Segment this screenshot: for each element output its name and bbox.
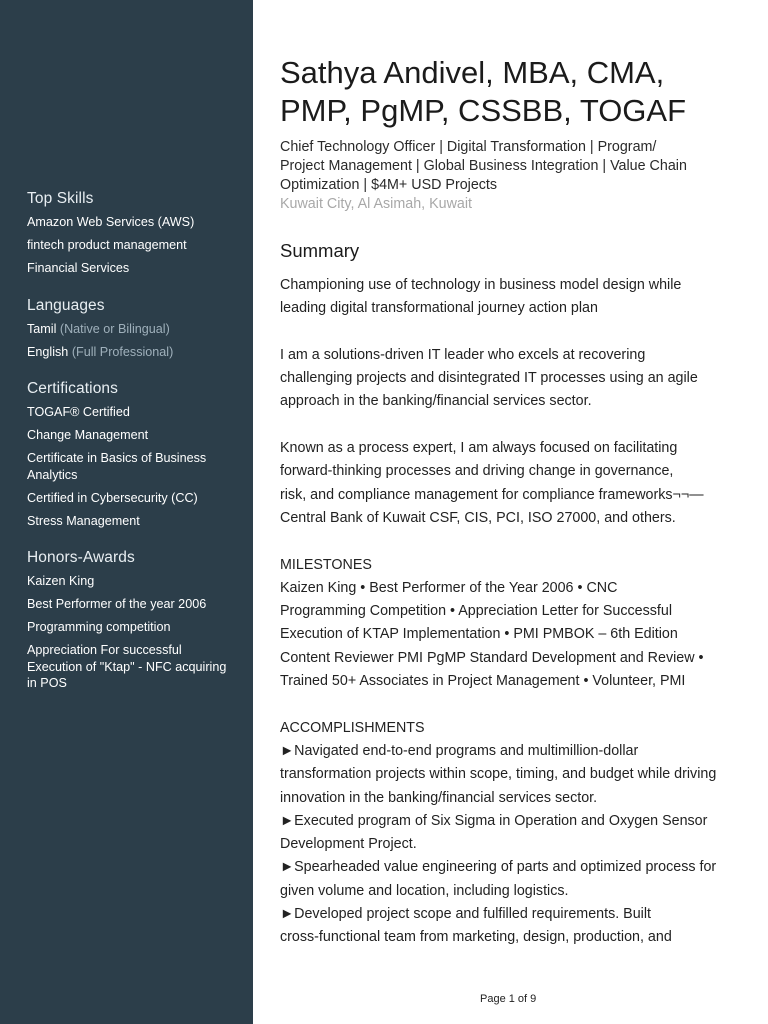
text-line: ►Developed project scope and fulfilled requirements. Built bbox=[280, 906, 651, 923]
summary-heading: Summary bbox=[280, 240, 360, 261]
text-line: Development Project. bbox=[280, 836, 417, 853]
languages-heading: Languages bbox=[27, 296, 105, 314]
language-name: Tamil bbox=[27, 321, 57, 336]
text-line: forward-thinking processes and driving change in governance, bbox=[280, 463, 674, 480]
text-line: leading digital transformational journey action plan bbox=[280, 300, 598, 317]
skill-item: Financial Services bbox=[27, 261, 130, 275]
language-level: (Full Professional) bbox=[71, 344, 174, 359]
text-line: innovation in the banking/financial services sector. bbox=[280, 789, 598, 806]
text-line: Programming Competition • Appreciation Letter for Successful bbox=[280, 603, 672, 620]
top-skills-heading: Top Skills bbox=[27, 190, 94, 207]
honor-item: Appreciation For successful Execution of "Ktap" - NFC acquiring in POS bbox=[27, 643, 227, 690]
top-skills-section bbox=[27, 190, 237, 277]
text-line: Championing use of technology in business model design while bbox=[280, 277, 682, 293]
language-level: (Native or Bilingual) bbox=[59, 321, 170, 336]
certification-item: Stress Management bbox=[27, 513, 140, 528]
text-line: Trained 50+ Associates in Project Management • Volunteer, PMI bbox=[280, 673, 686, 690]
language-item bbox=[27, 321, 237, 338]
text-line: Content Reviewer PMI PgMP Standard Development and Review • bbox=[280, 649, 704, 666]
profile-location: Kuwait City, Al Asimah, Kuwait bbox=[280, 196, 473, 212]
skill-item: fintech product management bbox=[27, 238, 187, 252]
certifications-section bbox=[27, 380, 237, 529]
summary-paragraph bbox=[280, 274, 750, 321]
honor-item: Kaizen King bbox=[27, 574, 95, 588]
text-line: risk, and compliance management for compliance frameworks¬¬— bbox=[280, 486, 704, 503]
profile-name bbox=[280, 54, 740, 130]
summary-paragraph bbox=[280, 437, 750, 530]
text-line: ►Spearheaded value engineering of parts and optimized process for bbox=[280, 859, 717, 876]
text-line: approach in the banking/financial services sector. bbox=[280, 393, 592, 410]
profile-headline bbox=[280, 138, 735, 195]
milestones-block bbox=[280, 554, 750, 694]
certification-item: Certificate in Basics of Business Analytics bbox=[27, 451, 207, 482]
language-name: English bbox=[27, 344, 69, 359]
name-line: PMP, PgMP, CSSBB, TOGAF bbox=[280, 93, 687, 128]
languages-section bbox=[27, 297, 237, 361]
sidebar bbox=[0, 0, 253, 1024]
honors-section bbox=[27, 549, 237, 692]
milestones-title: MILESTONES bbox=[280, 556, 372, 573]
text-line: challenging projects and disintegrated IT processes using an agile bbox=[280, 370, 698, 387]
text-line: cross-functional team from marketing, design, production, and bbox=[280, 929, 672, 946]
text-line: given volume and location, including logistics. bbox=[280, 882, 569, 899]
text-line: Known as a process expert, I am always focused on facilitating bbox=[280, 440, 678, 457]
text-line: ►Navigated end-to-end programs and multimillion-dollar bbox=[280, 742, 639, 759]
certification-item: Certified in Cybersecurity (CC) bbox=[27, 490, 198, 505]
headline-line: Project Management | Global Business Integration | Value Chain bbox=[280, 158, 687, 174]
certifications-heading: Certifications bbox=[27, 380, 118, 397]
accomplishments-block bbox=[280, 717, 750, 950]
headline-line: Chief Technology Officer | Digital Transformation | Program/ bbox=[280, 139, 657, 155]
skill-item: Amazon Web Services (AWS) bbox=[27, 215, 195, 229]
honors-heading: Honors-Awards bbox=[27, 549, 135, 566]
text-line: Central Bank of Kuwait CSF, CIS, PCI, ISO 27000, and others. bbox=[280, 509, 676, 526]
honor-item: Best Performer of the year 2006 bbox=[27, 597, 207, 611]
main-content bbox=[280, 0, 750, 1024]
text-line: ►Executed program of Six Sigma in Operation and Oxygen Sensor bbox=[280, 812, 708, 829]
text-line: I am a solutions-driven IT leader who excels at recovering bbox=[280, 346, 646, 363]
honor-item: Programming competition bbox=[27, 620, 171, 634]
text-line: Kaizen King • Best Performer of the Year 2006 • CNC bbox=[280, 579, 618, 596]
text-line: transformation projects within scope, timing, and budget while driving bbox=[280, 766, 717, 783]
certification-item: Change Management bbox=[27, 428, 149, 442]
certification-item: TOGAF® Certified bbox=[27, 405, 130, 419]
name-line: Sathya Andivel, MBA, CMA, bbox=[280, 55, 665, 90]
accomplishments-title: ACCOMPLISHMENTS bbox=[280, 719, 425, 736]
summary-body bbox=[280, 274, 750, 950]
summary-paragraph bbox=[280, 344, 750, 414]
text-line: Execution of KTAP Implementation • PMI PMBOK – 6th Edition bbox=[280, 626, 678, 643]
headline-line: Optimization | $4M+ USD Projects bbox=[280, 177, 498, 193]
page-number: Page 1 of 9 bbox=[480, 993, 537, 1005]
language-item bbox=[27, 344, 237, 361]
